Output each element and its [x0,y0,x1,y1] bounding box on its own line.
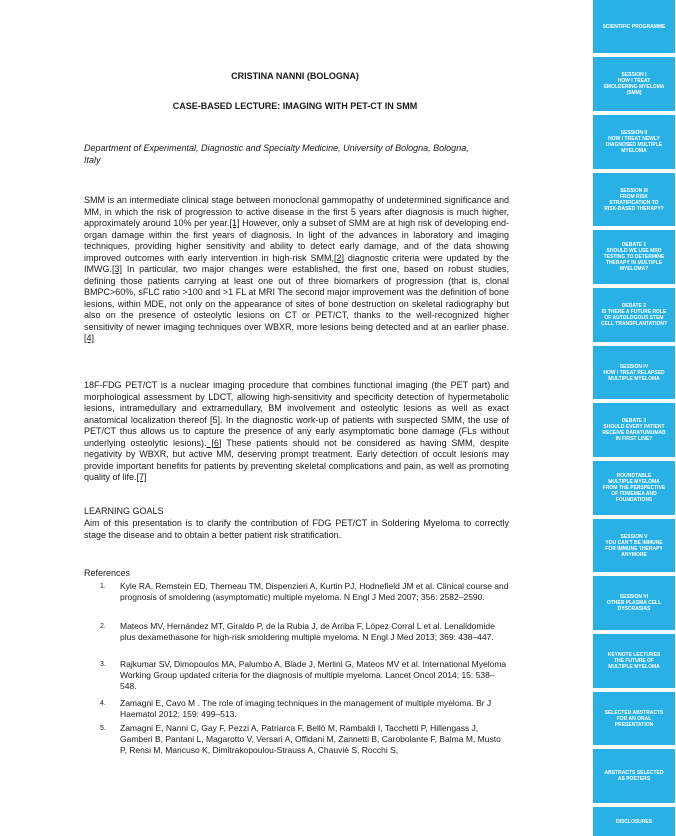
sidebar-item-debate-2[interactable]: DEBATE 2 IS THERE A FUTURE ROLE OF AUTOLOGOUS STEM CELL TRANSPLANTATION? [593,288,675,342]
citation-link[interactable]: [6] [206,437,222,448]
sidebar-item-roundtable[interactable]: ROUNDTABLE MULTIPLE MYELOMA FROM THE PERSPECTIVE OF FDMEMEA AND FOUNDATIONS [593,461,675,515]
citation-link[interactable]: [1] [229,218,240,228]
sidebar-item-session-1[interactable]: SESSION I HOW I TREAT SMOLDERING MYELOMA (SMM) [593,57,675,111]
sidebar-item-session-4[interactable]: SESSION IV HOW I TREAT RELAPSED MULTIPLE MYELOMA [593,346,675,399]
citation-link[interactable]: [3] [112,264,123,274]
paragraph-text: 18F-FDG PET/CT is a nuclear imaging procedure that combines functional imaging (the PET part) and morphological assessment by LDCT, allowing high-sensitivity and specificity detection of hypermetabolic lesions, intramedullary and extramedullary, BM involvement and osteolytic lesions as well as exact anatomical localization thereof [5]. In the diagnostic work-up of patients with suspected SMM, the use of PET/CT thus allows us to capture the presence of any early asymptomatic bone damage (FLs without underlying osteolytic lesions). [84,380,509,448]
sidebar-item-session-5[interactable]: SESSION V YOU CAN'T BE IMMUNE FOR IMMUNE THERAPY ANYMORE [593,519,675,572]
sidebar-navigation [590,0,676,836]
author-name: CRISTINA NANNI (BOLOGNA) [231,71,359,81]
citation-link[interactable]: [4] [84,333,95,343]
reference-number: 4. [100,700,106,707]
learning-goals-text: Aim of this presentation is to clarify the contribution of FDG PET/CT in Soldering Myeloma to correctly stage the disease and to obtain a better patient risk stratification. [84,518,509,540]
sidebar-item-debate-1[interactable]: DEBATE 1 SHOULD WE USE MRD TESTING TO DETERMINE THERAPY IN MULTIPLE MYELOMA? [593,230,675,284]
references-heading: References [84,568,131,578]
paragraph-text: However, only a subset of SMM are at high risk of developing end-organ damage within the first years of diagnosis. In light of the advances in laboratory and imaging techniques, providing higher sensitivity and ability to detect early damage, and of the data showing improved outcomes with early intervention in high-risk SMM, [84,218,509,263]
citation-link[interactable]: [2] [333,252,344,263]
reference-number: 5. [100,725,106,732]
reference-text: Zamagni E, Cavo M . The role of imaging techniques in the management of multiple myeloma. Br J Haematol 2012; 159: 499–513. [120,698,492,719]
paragraph-text: SMM is an intermediate clinical stage between monoclonal gammopathy of undetermined significance and MM, in which the risk of progression to active disease in the first 5 years after diagnosis is much higher, approximately around 10% per year. [84,195,509,228]
sidebar-item-keynote-lectures[interactable]: KEYNOTE LECTURES THE FUTURE OF MULTIPLE MYELOMA [593,634,675,688]
abstract-paragraph-2 [84,380,509,484]
abstract-paragraph-1 [84,195,509,345]
reference-number: 2. [100,623,106,630]
paragraph-text: diagnostic criteria were updated by the IMWG. [84,252,510,274]
department-affiliation: Department of Experimental, Diagnostic and Specialty Medicine, University of Bologna, Bologna, Italy [84,143,469,165]
reference-text: Rajkumar SV, Dimopoulos MA, Palumbo A, Blade J, Merlini G, Mateos MV et al. International Myeloma Working Group updated criteria for the diagnosis of multiple myeloma. Lancet Oncol 2014; 15: 538–548. [120,659,507,691]
sidebar-item-debate-3[interactable]: DEBATE 3 SHOULD EVERY PATIENT RECEIVE DARATUMUMAB IN FIRST LINE? [593,403,675,457]
reference-number: 1. [100,583,106,590]
paragraph-text: In particular, two major changes were established, the first one, based on robust studies, defining those patients carrying at least one out of three biomarkers of progression (that is, clonal BMPC>60%, sFLC ratio >100 and >1 FL at MRI The second major improvement was the definition of bone lesions, within MDE, not only on the appearance of sites of bone destruction on skeletal radiography but also on the presence of osteolytic lesions on CT or PET/CT, thanks to the well-recognized higher sensitivity of newer imaging techniques over WBXR, more lesions being detected and at an earlier phase. [84,264,509,332]
sidebar-item-scientific-programme[interactable]: SCIENTIFIC PROGRAMME [593,0,675,53]
reference-text: Kyle RA, Remstein ED, Therneau TM, Dispenzieri A, Kurtin PJ, Hodnefield JM et al. Clinical course and prognosis of smoldering (asymptomatic) multiple myeloma. N Engl J Med 2007; 356: 2582–2590. [120,581,509,602]
reference-number: 3. [100,661,106,668]
lecture-title: CASE-BASED LECTURE: IMAGING WITH PET-CT IN SMM [172,101,418,111]
sidebar-item-session-2[interactable]: SESSION II HOW I TREAT NEWLY DIAGNOSED MULTIPLE MYELOMA [593,115,675,169]
sidebar-item-disclosures[interactable]: DISCLOSURES [593,807,675,836]
paragraph-text: These patients should not be considered as having SMM, despite negativity by WBXR, but active MM, deserving prompt treatment. Early detection of occult lesions may provide important benefits for patients by preventing skeletal complications and pain, as well as promoting quality of life. [84,437,510,482]
sidebar-item-abstracts-posters[interactable]: ABSTRACTS SELECTED AS POSTERS [593,749,675,803]
sidebar-item-session-6[interactable]: SESSION VI OTHER PLASMA CELL DYSCRASIAS [593,576,675,630]
citation-link[interactable]: [7] [136,472,147,482]
sidebar-item-session-3[interactable]: SESSION III FROM RISK STRATIFICATION TO RISK-BASED THERAPY? [593,173,675,226]
sidebar-item-selected-abstracts-oral[interactable]: SELECTED ABSTRACTS FOR AN ORAL PRESENTATION [593,692,675,745]
reference-text: Zamagni E, Nanni C, Gay F, Pezzi A, Patriarca F, Bellò M, Rambaldi I, Tacchetti P, Hillengass J, Gamberi B, Pantani L, Magarotto V, Versari A, Offidani M, Zannetti B, Carobolante F, Balma M, Musto P, Rensi M, Mancuso K, Dimitrakopoulou-Strauss A, Chauviè S, Rocchi S, [120,723,501,755]
learning-goals-heading: LEARNING GOALS [84,506,164,516]
reference-text: Mateos MV, Hernández MT, Giraldo P, de la Rubia J, de Arriba F, López Corral L et al. Lenalidomide plus dexamethasone for high-risk smoldering multiple myeloma. N Engl J Med 2013; 369: 438–447. [120,621,495,642]
